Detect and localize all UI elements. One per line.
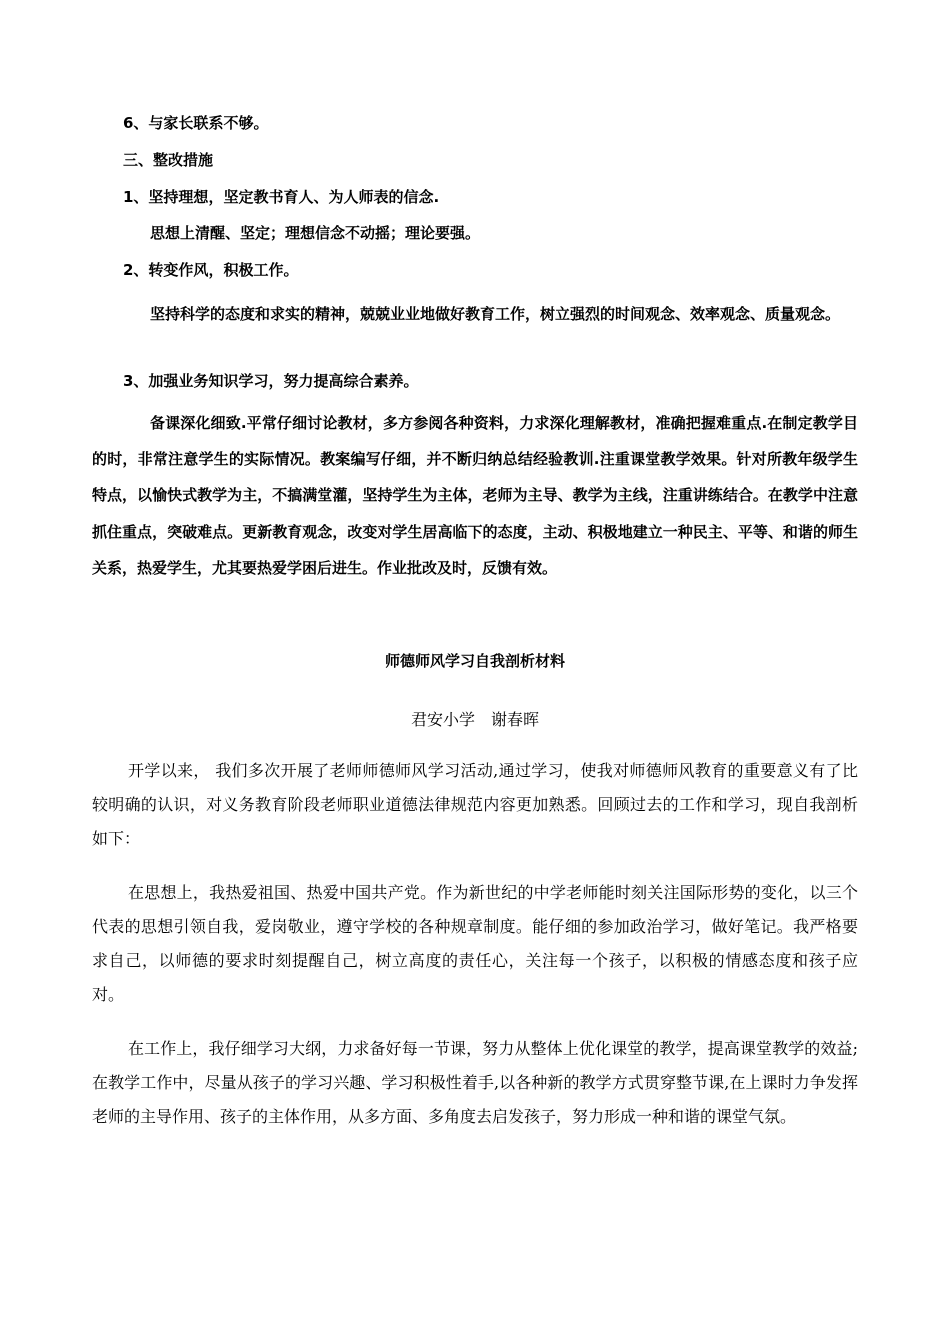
paragraph-work: 在工作上，我仔细学习大纲，力求备好每一节课，努力从整体上优化课堂的教学，提高课堂教学的效益;在教学工作中，尽量从孩子的学习兴趣、学习积极性着手,以各种新的教学方式贯穿整节课,在上课时力争发挥老师的主导作用、孩子的主体作用，从多方面、多角度去启发孩子，努力形成一种和谐的课堂气氛。 [92,1039,858,1126]
measure-2-title: 2、转变作风，积极工作。 [123,261,299,279]
measure-3-title: 3、加强业务知识学习，努力提高综合素养。 [123,372,419,390]
paragraph-thought: 在思想上，我热爱祖国、热爱中国共产党。作为新世纪的中学老师能时刻关注国际形势的变化，以三个代表的思想引领自我，爱岗敬业，遵守学校的各种规章制度。能仔细的参加政治学习，做好笔记。我严格要求自己，以师德的要求时刻提醒自己，树立高度的责任心，关注每一个孩子，以积极的情感态度和孩子应对。 [92,883,858,1004]
author-line: 君安小学 谢春晖 [410,710,539,729]
measure-1-title: 1、坚持理想，坚定教书育人、为人师表的信念. [123,188,440,206]
item-6: 6、与家长联系不够。 [123,114,269,132]
document-title: 师德师风学习自我剖析材料 [384,652,565,670]
measure-1-body: 思想上清醒、坚定；理想信念不动摇；理论要强。 [150,224,481,242]
heading-rectification-measures: 三、整改措施 [123,151,214,169]
measure-3-body: 备课深化细致.平常仔细讨论教材，多方参阅各种资料，力求深化理解教材，准确把握难重点.在制定教学目的时，非常注意学生的实际情况。教案编写仔细，并不断归纳总结经验教训.注重课堂教学效果。针对所教年级学生特点，以愉快式教学为主，不搞满堂灌，坚持学生为主体，老师为主导、教学为主线，注重讲练结合。在教学中注意抓住重点，突破难点。更新教育观念，改变对学生居高临下的态度，主动、积极地建立一种民主、平等、和谐的师生关系，热爱学生，尤其要热爱学困后进生。作业批改及时，反馈有效。 [92,414,858,577]
paragraph-intro: 开学以来， 我们多次开展了老师师德师风学习活动,通过学习，使我对师德师风教育的重要意义有了比较明确的认识，对义务教育阶段老师职业道德法律规范内容更加熟悉。回顾过去的工作和学习，现自我剖析如下： [92,761,858,848]
measure-2-body: 坚持科学的态度和求实的精神，兢兢业业地做好教育工作，树立强烈的时间观念、效率观念、质量观念。 [150,305,841,323]
